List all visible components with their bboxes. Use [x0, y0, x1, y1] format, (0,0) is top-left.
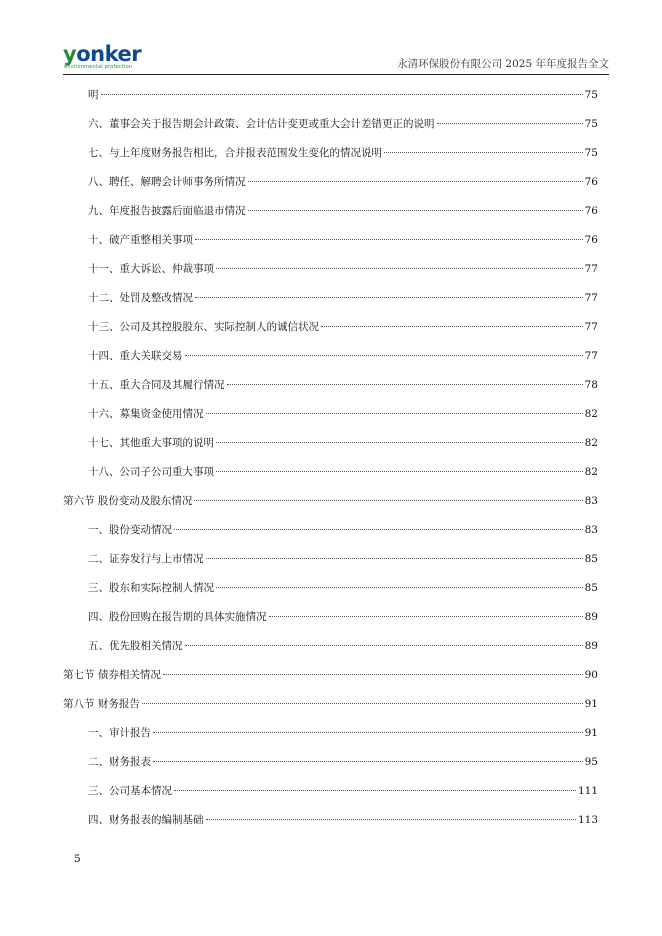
toc-entry[interactable]	[63, 376, 598, 394]
toc-dot-leader	[206, 558, 583, 559]
toc-entry-label: 十五、重大合同及其履行情况	[88, 379, 225, 391]
toc-entry-label: 十三、公司及其控股股东、实际控制人的诚信状况	[88, 321, 319, 333]
toc-entry-label: 第七节 债券相关情况	[63, 669, 161, 681]
toc-dot-leader	[174, 529, 583, 530]
toc-entry[interactable]	[63, 144, 598, 162]
logo-letters-rest: onker	[76, 42, 142, 66]
toc-dot-leader	[248, 210, 583, 211]
yonker-logo	[63, 42, 142, 72]
logo-letter-y: y	[63, 42, 77, 66]
toc-entry[interactable]	[63, 260, 598, 278]
toc-dot-leader	[185, 645, 583, 646]
toc-entry[interactable]	[63, 753, 598, 771]
toc-entry[interactable]	[63, 695, 598, 713]
toc-dot-leader	[153, 732, 583, 733]
toc-dot-leader	[163, 674, 583, 675]
logo-subtext: environmental protection	[64, 64, 133, 70]
toc-entry-label: 二、证券发行与上市情况	[88, 553, 204, 565]
toc-entry[interactable]	[63, 811, 598, 829]
toc-entry-page: 95	[584, 756, 598, 768]
toc-entry-label: 十四、重大关联交易	[88, 350, 183, 362]
toc-dot-leader	[153, 761, 583, 762]
toc-entry[interactable]	[63, 347, 598, 365]
toc-entry-page: 90	[584, 669, 598, 681]
toc-entry-label: 十六、募集资金使用情况	[88, 408, 204, 420]
toc-entry-label: 第八节 财务报告	[63, 698, 140, 710]
toc-entry-page: 76	[584, 205, 598, 217]
toc-dot-leader	[227, 384, 583, 385]
toc-entry-page: 77	[584, 350, 598, 362]
toc-dot-leader	[216, 268, 583, 269]
toc-entry-page: 91	[584, 698, 598, 710]
toc-entry-label: 十二、处罚及整改情况	[88, 292, 193, 304]
toc-entry-page: 75	[584, 147, 598, 159]
toc-entry[interactable]	[63, 405, 598, 423]
toc-entry[interactable]	[63, 637, 598, 655]
toc-entry-page: 77	[584, 263, 598, 275]
toc-entry[interactable]	[63, 463, 598, 481]
page-header	[63, 40, 609, 75]
toc-entry-label: 三、公司基本情况	[88, 785, 172, 797]
toc-entry-page: 111	[577, 785, 598, 797]
toc-entry-page: 89	[584, 640, 598, 652]
toc-dot-leader	[101, 94, 583, 95]
toc-entry[interactable]	[63, 724, 598, 742]
toc-entry-label: 十一、重大诉讼、仲裁事项	[88, 263, 214, 275]
toc-dot-leader	[194, 500, 582, 501]
toc-entry[interactable]	[63, 782, 598, 800]
toc-entry[interactable]	[63, 115, 598, 133]
toc-entry-page: 78	[584, 379, 598, 391]
toc-dot-leader	[206, 413, 583, 414]
toc-entry[interactable]	[63, 666, 598, 684]
toc-entry[interactable]	[63, 492, 598, 510]
toc-entry-label: 明	[88, 89, 99, 101]
toc-entry-label: 三、股东和实际控制人情况	[88, 582, 214, 594]
page-number: 5	[74, 853, 81, 865]
report-title: 永清环保股份有限公司 2025 年年度报告全文	[397, 58, 609, 70]
toc-entry-page: 77	[584, 321, 598, 333]
toc-entry[interactable]	[63, 608, 598, 626]
toc-entry-page: 89	[584, 611, 598, 623]
toc-entry[interactable]	[63, 550, 598, 568]
toc-entry-label: 第六节 股份变动及股东情况	[63, 495, 193, 507]
toc-entry-page: 85	[584, 582, 598, 594]
toc-entry-label: 五、优先股相关情况	[88, 640, 183, 652]
toc-entry[interactable]	[63, 289, 598, 307]
toc-dot-leader	[185, 355, 583, 356]
toc-dot-leader	[384, 152, 583, 153]
toc-entry-page: 82	[584, 437, 598, 449]
toc-dot-leader	[142, 703, 583, 704]
toc-entry-label: 四、股份回购在报告期的具体实施情况	[88, 611, 267, 623]
toc-dot-leader	[321, 326, 583, 327]
toc-entry-page: 76	[584, 176, 598, 188]
toc-entry-label: 十、破产重整相关事项	[88, 234, 193, 246]
toc-entry-page: 85	[584, 553, 598, 565]
toc-entry-label: 七、与上年度财务报告相比，合并报表范围发生变化的情况说明	[88, 147, 382, 159]
toc-dot-leader	[195, 239, 583, 240]
toc-entry-page: 82	[584, 408, 598, 420]
toc-entry[interactable]	[63, 231, 598, 249]
toc-entry-label: 九、年度报告披露后面临退市情况	[88, 205, 246, 217]
toc-entry-label: 一、股份变动情况	[88, 524, 172, 536]
toc-entry-label: 六、董事会关于报告期会计政策、会计估计变更或重大会计差错更正的说明	[88, 118, 435, 130]
toc-entry[interactable]	[63, 318, 598, 336]
toc-entry-label: 二、财务报表	[88, 756, 151, 768]
toc-dot-leader	[195, 297, 583, 298]
toc-entry-page: 77	[584, 292, 598, 304]
toc-dot-leader	[216, 471, 583, 472]
toc-entry[interactable]	[63, 173, 598, 191]
toc-entry-page: 91	[584, 727, 598, 739]
toc-entry[interactable]	[63, 202, 598, 220]
toc-entry-page: 113	[577, 814, 598, 826]
toc-entry[interactable]	[63, 579, 598, 597]
toc-entry-page: 83	[584, 495, 598, 507]
toc-dot-leader	[437, 123, 583, 124]
toc-entry[interactable]	[63, 434, 598, 452]
toc-entry-page: 83	[584, 524, 598, 536]
toc-entry[interactable]	[63, 521, 598, 539]
toc-entry-page: 76	[584, 234, 598, 246]
toc-dot-leader	[216, 587, 583, 588]
toc-entry-label: 八、聘任、解聘会计师事务所情况	[88, 176, 246, 188]
toc-entry-label: 四、财务报表的编制基础	[88, 814, 204, 826]
toc-entry[interactable]	[63, 86, 598, 104]
toc-entry-label: 一、审计报告	[88, 727, 151, 739]
toc-entry-page: 75	[584, 118, 598, 130]
toc-dot-leader	[174, 790, 576, 791]
toc-dot-leader	[216, 442, 583, 443]
toc-entry-page: 82	[584, 466, 598, 478]
toc-dot-leader	[248, 181, 583, 182]
toc-entry-label: 十八、公司子公司重大事项	[88, 466, 214, 478]
toc-entry-page: 75	[584, 89, 598, 101]
toc-dot-leader	[206, 819, 576, 820]
logo-wordmark	[63, 42, 141, 66]
toc-dot-leader	[269, 616, 583, 617]
toc-entry-label: 十七、其他重大事项的说明	[88, 437, 214, 449]
